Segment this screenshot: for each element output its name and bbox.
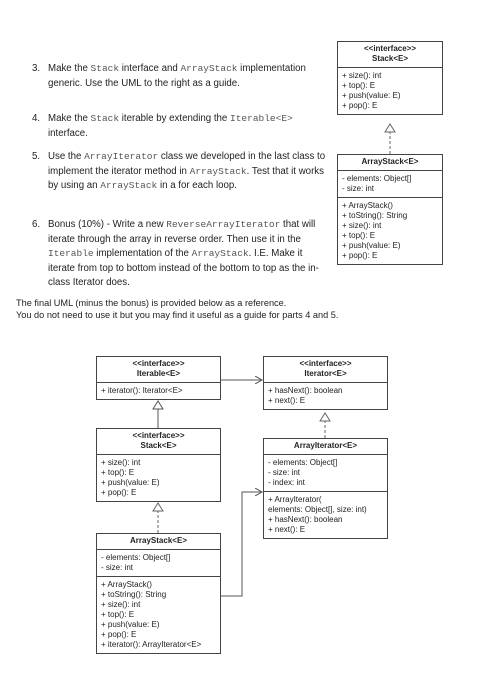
task-text-segment: interface.	[48, 127, 88, 139]
task-text-segment: Use the	[48, 151, 85, 162]
realization-triangle-stack	[153, 503, 163, 511]
uml-member: + hasNext(): boolean	[268, 515, 343, 524]
uml-stereotype: <<interface>>	[132, 431, 185, 440]
uml-member: + size(): int	[342, 71, 382, 80]
code-term: Stack	[90, 63, 120, 74]
task-text-segment: Make the	[48, 113, 91, 124]
task-number: 6.	[32, 219, 41, 230]
uml-class-name: Stack<E>	[140, 441, 177, 450]
uml-member: + pop(): E	[342, 251, 378, 260]
code-term: ReverseArrayIterator	[166, 219, 281, 230]
uml-member: + iterator(): Iterator<E>	[101, 386, 183, 395]
code-term: ArrayStack	[100, 180, 158, 191]
uml-member: + push(value: E)	[101, 620, 160, 629]
task-text-segment: . Test that it works by using an	[48, 165, 324, 191]
uml-class-name: ArrayIterator<E>	[293, 441, 358, 450]
code-term: Stack	[90, 113, 120, 124]
uml-stereotype: <<interface>>	[363, 44, 417, 53]
task-number: 4.	[32, 113, 41, 124]
uml-member: - size: int	[268, 468, 301, 477]
task-number: 3.	[32, 63, 41, 74]
uml-member: + pop(): E	[101, 488, 137, 497]
realization-triangle-iterator	[320, 413, 330, 421]
task-text-segment: implementation generic. Use the UML to the right as a guide.	[48, 63, 306, 89]
uml-member: + ArrayStack()	[101, 580, 152, 589]
uml-member: + ArrayStack()	[342, 201, 393, 210]
uml-member: + toString(): String	[101, 590, 167, 599]
task-number: 5.	[32, 151, 41, 162]
uml-class-name: Stack<E>	[371, 54, 409, 63]
uml-stereotype: <<interface>>	[299, 359, 352, 368]
uml-stereotype: <<interface>>	[132, 359, 185, 368]
uml-member: + next(): E	[268, 396, 306, 405]
uml-member: + pop(): E	[101, 630, 137, 639]
uml-member: + iterator(): ArrayIterator<E>	[101, 640, 202, 649]
code-term: ArrayStack	[180, 63, 238, 74]
uml-class-name: Iterable<E>	[136, 369, 181, 378]
uml-member: + ArrayIterator(	[268, 495, 322, 504]
realization-triangle-small	[385, 124, 395, 132]
note-line-2: You do not need to use it but you may find it useful as a guide for parts 4 and 5.	[16, 310, 339, 320]
code-term: ArrayStack	[189, 165, 247, 177]
uml-member: + top(): E	[101, 610, 135, 619]
code-term: ArrayIterator	[84, 151, 159, 162]
uml-member: - elements: Object[]	[268, 458, 338, 467]
uml-member: - index: int	[268, 478, 305, 487]
uml-member: - elements: Object[]	[342, 174, 412, 183]
association-arraystack-arrayiterator	[221, 492, 262, 596]
uml-member: + size(): int	[101, 458, 141, 467]
note-line-1: The final UML (minus the bonus) is provided below as a reference.	[16, 298, 287, 308]
uml-member: elements: Object[], size: int)	[268, 505, 367, 514]
uml-member: - elements: Object[]	[101, 553, 171, 562]
uml-class-name: ArrayStack<E>	[361, 157, 419, 166]
uml-member: + hasNext(): boolean	[268, 386, 343, 395]
task-text-segment: implementation of the	[93, 248, 192, 259]
task-text-segment: class we developed in the last class to implement the iterator method in	[48, 151, 326, 177]
task-text-segment: . I.E. Make it iterate from top to bottom instead of the bottom to top as the in-class Iterator does.	[48, 248, 319, 288]
uml-member: + size(): int	[101, 600, 141, 609]
uml-member: - size: int	[342, 184, 375, 193]
uml-member: + toString(): String	[342, 211, 408, 220]
uml-member: + push(value: E)	[342, 241, 401, 250]
uml-class-name: Iterator<E>	[304, 369, 347, 378]
uml-member: + top(): E	[101, 468, 135, 477]
generalization-triangle	[153, 401, 163, 409]
uml-member: + top(): E	[342, 231, 376, 240]
uml-member: + next(): E	[268, 525, 306, 534]
task-text-segment: in a for each loop.	[157, 180, 237, 191]
code-term: Iterable<E>	[230, 113, 293, 124]
task-text-segment: interface and	[119, 63, 181, 74]
task-text-segment: Bonus (10%) - Write a new	[48, 219, 167, 230]
uml-member: + push(value: E)	[342, 91, 401, 100]
code-term: Iterable	[48, 248, 94, 259]
uml-class-name: ArrayStack<E>	[130, 536, 187, 545]
code-term: ArrayStack	[191, 248, 249, 259]
uml-member: + pop(): E	[342, 101, 378, 110]
task-text-segment: iterable by extending the	[119, 113, 231, 124]
uml-member: + size(): int	[342, 221, 382, 230]
uml-member: + push(value: E)	[101, 478, 160, 487]
task-text-segment: Make the	[48, 63, 91, 74]
uml-member: + top(): E	[342, 81, 376, 90]
uml-member: - size: int	[101, 563, 134, 572]
task-text-segment: that will iterate through the array in reverse order. Then use it in the	[48, 219, 316, 245]
